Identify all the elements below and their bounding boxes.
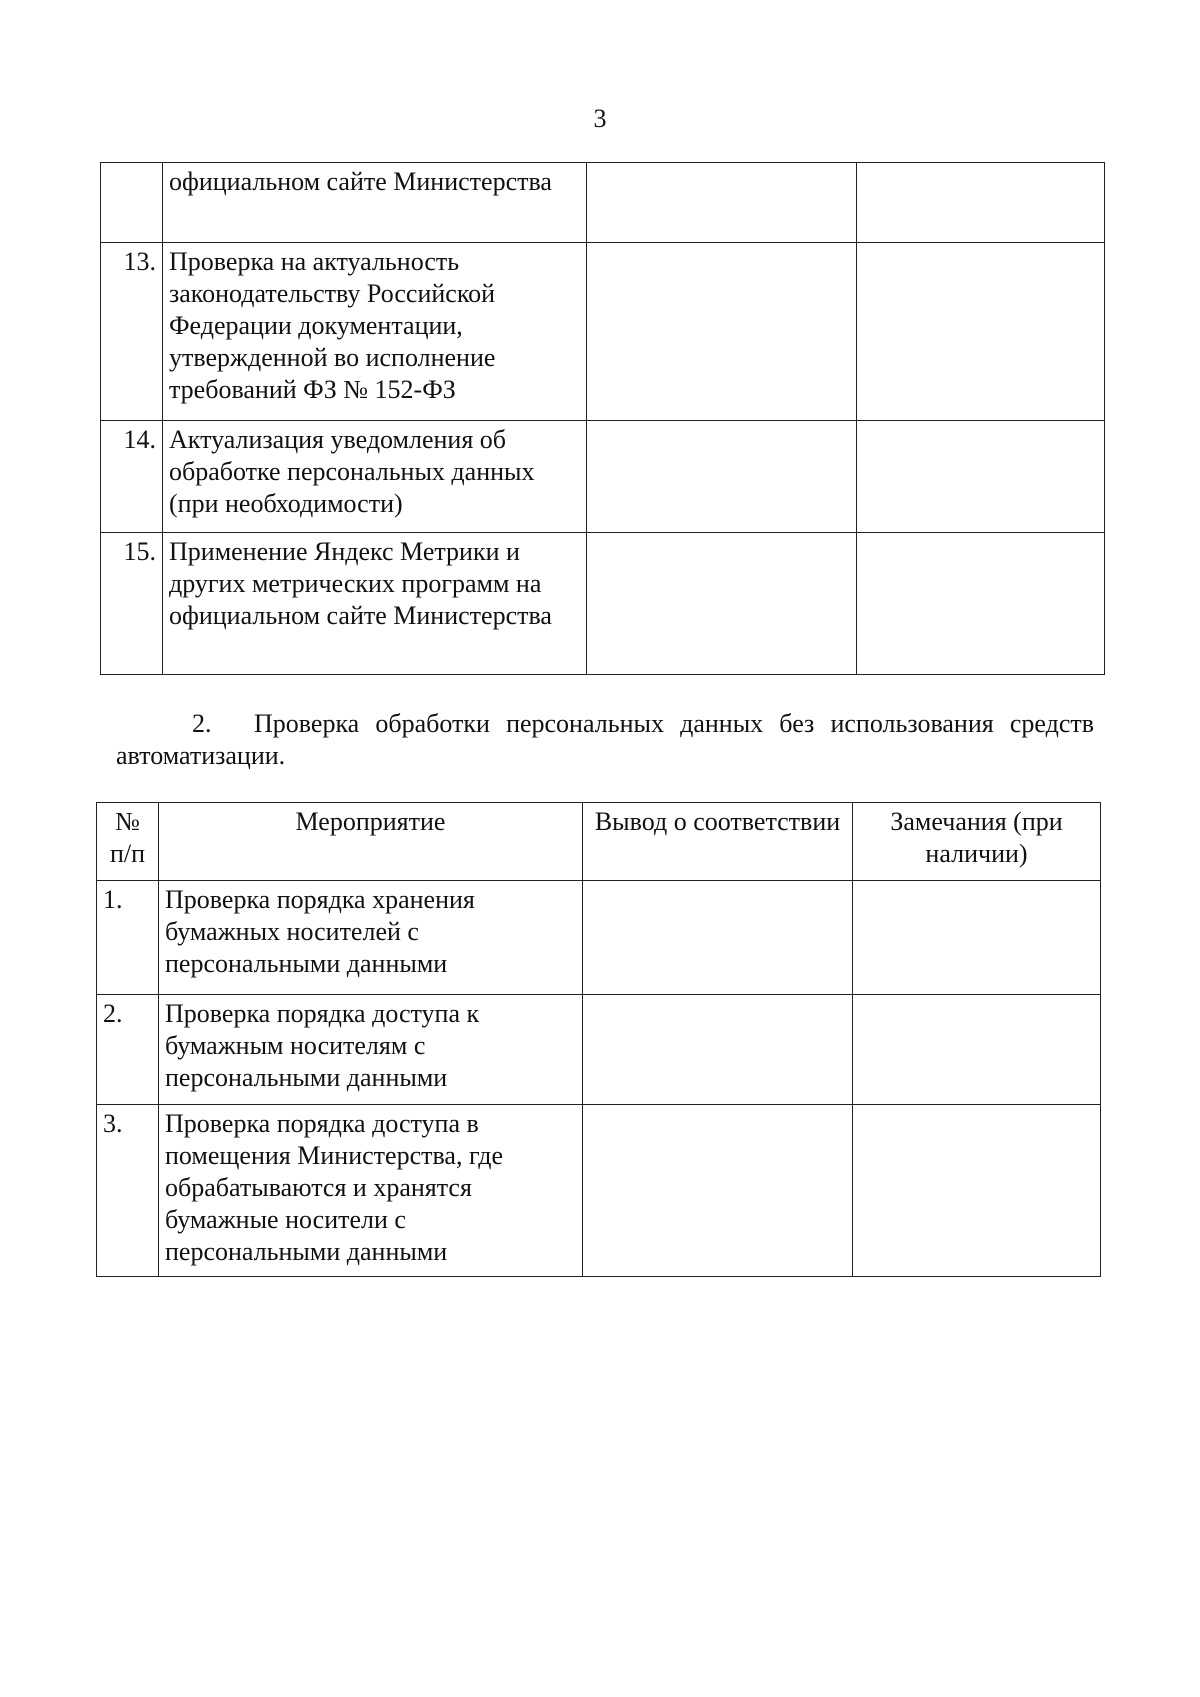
row-conclusion-cell[interactable] [587, 533, 857, 675]
row-remarks-cell[interactable] [853, 995, 1101, 1105]
row-activity: Актуализация уведомления об обработке персональных данных (при необходимости) [163, 421, 587, 533]
row-remarks-cell[interactable] [857, 533, 1105, 675]
table-row [97, 881, 1101, 995]
section-heading [116, 708, 1094, 772]
row-conclusion-cell[interactable] [583, 1105, 853, 1277]
table-row [101, 163, 1105, 243]
row-conclusion-cell[interactable] [587, 163, 857, 243]
paper-processing-checklist-table [96, 802, 1101, 1277]
row-number: 13. [101, 243, 163, 421]
row-number: 3. [97, 1105, 159, 1277]
header-conclusion: Вывод о соответствии [583, 803, 853, 881]
checklist-table-continued [100, 162, 1105, 675]
row-remarks-cell[interactable] [857, 243, 1105, 421]
row-conclusion-cell[interactable] [583, 995, 853, 1105]
row-activity: Проверка порядка доступа к бумажным носителям с персональными данными [159, 995, 583, 1105]
table-row [101, 533, 1105, 675]
row-remarks-cell[interactable] [853, 1105, 1101, 1277]
page-number: 3 [593, 104, 607, 133]
row-activity: Применение Яндекс Метрики и других метрических программ на официальном сайте Министерства [163, 533, 587, 675]
table-row [97, 995, 1101, 1105]
row-remarks-cell[interactable] [857, 163, 1105, 243]
row-number: 1. [97, 881, 159, 995]
section-number: 2. [192, 709, 212, 738]
row-activity: официальном сайте Министерства [163, 163, 587, 243]
table-row [97, 1105, 1101, 1277]
row-number: 14. [101, 421, 163, 533]
section-title: Проверка обработки персональных данных без использования средств автоматизации. [116, 709, 1094, 770]
header-activity: Мероприятие [159, 803, 583, 881]
row-activity: Проверка порядка хранения бумажных носителей с персональными данными [159, 881, 583, 995]
row-number [101, 163, 163, 243]
row-number: 15. [101, 533, 163, 675]
header-number: № п/п [97, 803, 159, 881]
row-conclusion-cell[interactable] [583, 881, 853, 995]
row-activity: Проверка на актуальность законодательству Российской Федерации документации, утвержденной во исполнение требований ФЗ № 152-ФЗ [163, 243, 587, 421]
table-header-row [97, 803, 1101, 881]
row-conclusion-cell[interactable] [587, 243, 857, 421]
row-activity: Проверка порядка доступа в помещения Министерства, где обрабатываются и хранятся бумажные носители с персональными данными [159, 1105, 583, 1277]
row-conclusion-cell[interactable] [587, 421, 857, 533]
row-remarks-cell[interactable] [853, 881, 1101, 995]
header-remarks: Замечания (при наличии) [853, 803, 1101, 881]
table-row [101, 421, 1105, 533]
table-row [101, 243, 1105, 421]
row-number: 2. [97, 995, 159, 1105]
row-remarks-cell[interactable] [857, 421, 1105, 533]
